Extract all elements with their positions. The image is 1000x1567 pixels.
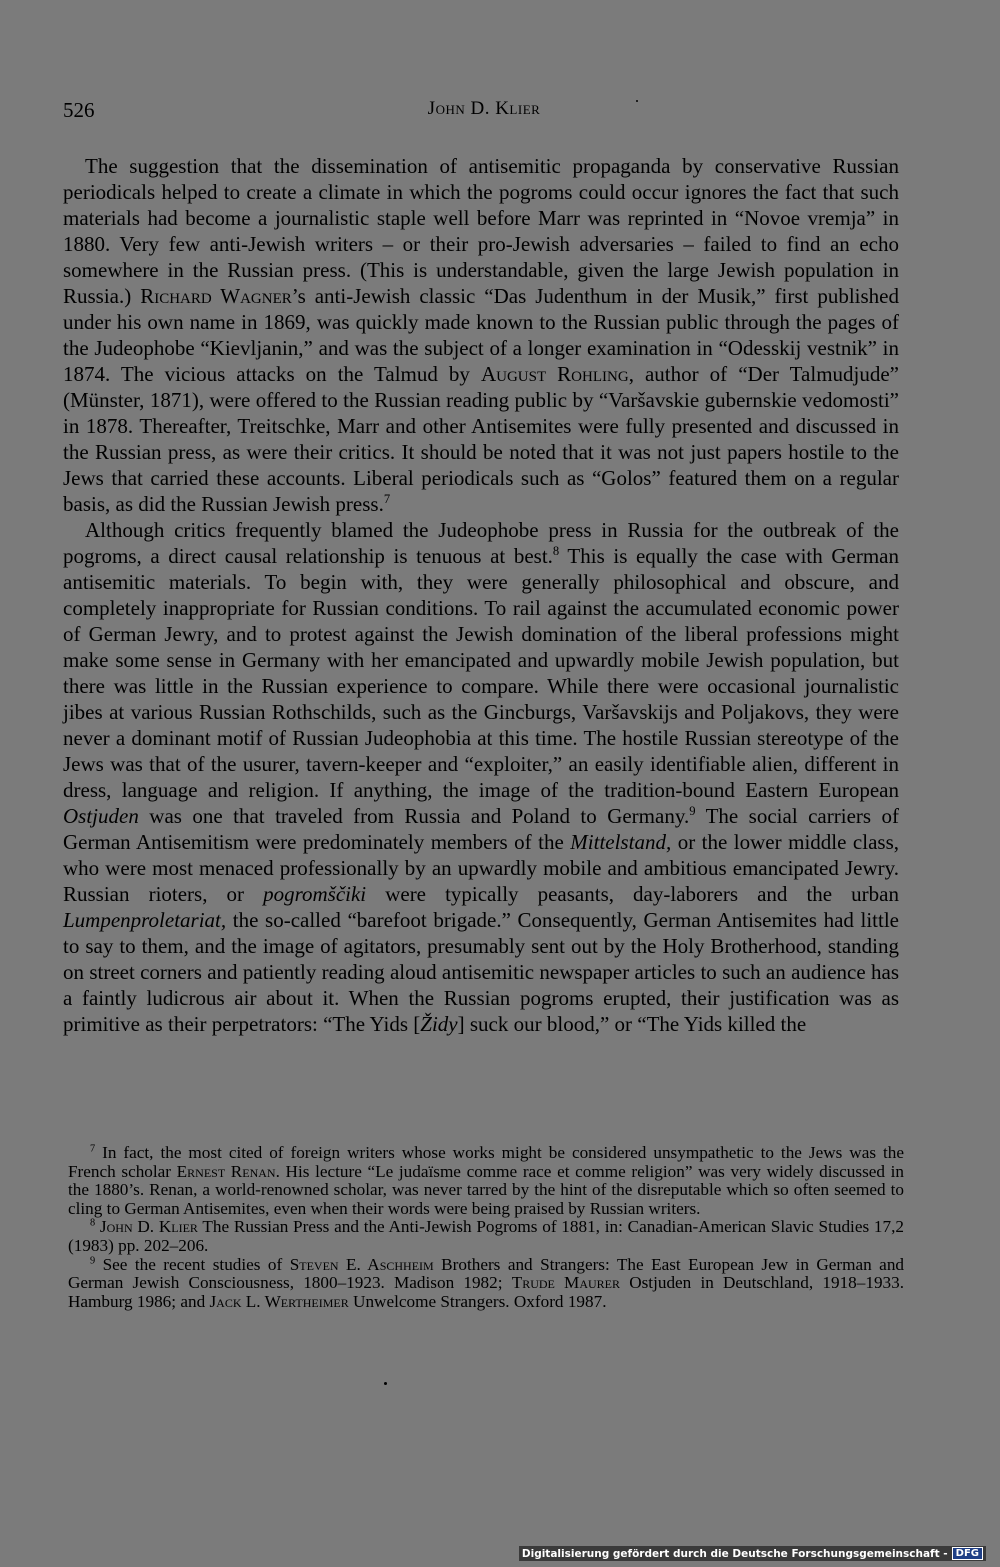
footnote-ref: 9 <box>689 804 696 818</box>
paragraph-1 <box>63 153 899 517</box>
author-name: John D. Klier <box>95 1217 198 1237</box>
italic-term: Ostjuden <box>63 804 139 828</box>
footnotes <box>68 1144 904 1311</box>
text-run: In fact, the most cited of foreign writers whose works might be considered unsympathetic to the Jews was the French scholar <box>68 1143 904 1181</box>
body-text <box>63 153 899 1037</box>
footnote-number: 8 <box>90 1217 96 1229</box>
footnote-7 <box>68 1144 904 1218</box>
text-run: Ostjuden in Deutschland, 1918–1933. Hamburg 1986; and <box>68 1273 905 1311</box>
footnote-8 <box>68 1218 904 1255</box>
text-run: The suggestion that the dissemination of antisemitic propaganda by conservative Russian periodicals helped to create a climate in which the pogroms could occur ignores the fact that such materials had become a journalistic staple well before Marr was reprinted in “Novoe vremja” in 1880. Very few anti-Jewish writers – or their pro-Jewish adversaries – failed to find an echo somewhere in the Russian press. (This is understandable, given the large Jewish population in Russia.) <box>63 154 899 308</box>
text-run: Unwelcome Strangers. Oxford 1987. <box>348 1291 607 1311</box>
text-run: Although critics frequently blamed the Judeophobe press in Russia for the outbreak of the pogroms, a direct causal relationship is tenuous at best. <box>63 518 899 568</box>
dfg-logo-icon: DFG <box>952 1547 983 1560</box>
footnote-ref: 8 <box>552 544 560 558</box>
scan-speck <box>636 100 638 102</box>
paragraph-2 <box>63 517 899 1037</box>
footnote-ref: 7 <box>383 492 391 506</box>
text-run: . His lecture “Le judaïsme comme race et comme religion” was very widely discussed in the 1880’s. Renan, a world-renowned scholar, was never tarred by the hint of the disreputable which so often seemed to cling to German Antisemites, even when their words were being praised by Russian writers. <box>68 1161 904 1218</box>
text-run: ’s anti-Jewish classic “Das Judenthum in der Musik,” first published under his own name in 1869, was quickly made known to the Russian public through the pages of the Judeophobe “Kievljanin,” and was the subject of a longer examination in “Odesskij vestnik” in 1874. The vicious attacks on the Talmud by <box>63 284 899 386</box>
page-number: 526 <box>63 98 95 122</box>
author-name: Ernest Renan <box>176 1161 276 1181</box>
scan-speck <box>384 1382 387 1385</box>
digitization-footer <box>519 1546 986 1561</box>
footnote-number: 7 <box>90 1143 96 1155</box>
italic-term: pogromščiki <box>263 882 367 906</box>
digitization-note: Digitalisierung gefördert durch die Deutsche Forschungsgemeinschaft - <box>521 1547 948 1560</box>
italic-term: Židy <box>420 1012 458 1036</box>
text-run: , author of “Der Talmudjude” (Münster, 1871), were offered to the Russian reading public by “Varšavskie gubernskie vedomosti” in 1878. Thereafter, Treitschke, Marr and other Antisemites were fully presented and discussed in the Russian press, as were their critics. It should be noted that it was not just papers hostile to the Jews that carried these accounts. Liberal periodicals such as “Golos” featured them on a regular basis, as did the Russian Jewish press. <box>63 362 900 516</box>
text-run: the so-called “barefoot brigade.” Consequently, German Antisemites had little to say to them, and the image of agitators, presumably sent out by the Holy Brotherhood, standing on street corners and patiently reading aloud antisemitic newspaper articles to such an audience has a faintly ludicrous air about it. When the Russian pogroms erupted, their justification was as primitive as their perpetrators: “The Yids [ <box>63 908 899 1036</box>
running-head: John D. Klier <box>427 98 541 119</box>
text-run: were typically peasants, day-laborers and the urban <box>366 882 899 906</box>
page-header <box>63 98 905 126</box>
text-run: Brothers and Strangers: The East European Jew in German and German Jewish Consciousness, 1800–1923. Madison 1982; <box>68 1254 905 1293</box>
text-run: The Russian Press and the Anti-Jewish Pogroms of 1881, in: Canadian-American Slavic Studies 17,2 (1983) pp. 202–206. <box>68 1217 904 1255</box>
author-name: Trude Maurer <box>511 1273 621 1293</box>
author-name: August Rohling <box>480 362 629 386</box>
footnote-9 <box>68 1256 904 1312</box>
italic-term: Lumpenproletariat, <box>63 908 227 932</box>
footnote-number: 9 <box>90 1254 96 1266</box>
author-name: Richard Wagner <box>140 284 292 308</box>
text-run: ] suck our blood,” or “The Yids killed the <box>457 1012 807 1036</box>
text-run: The social carriers of German Antisemitism were predominately members of the <box>63 804 899 854</box>
text-run: This is equally the case with German antisemitic materials. To begin with, they were generally philosophical and obscure, and completely inappropriate for Russian conditions. To rail against the accumulated economic power of German Jewry, and to protest against the Jewish domination of the liberal professions might make some sense in Germany with her emancipated and upwardly mobile Jewish population, but there was little in the Russian experience to compare. While there were occasional journalistic jibes at various Russian Rothschilds, such as the Gincburgs, Varšavskijs and Poljakovs, they were never a dominant motif of Russian Judeophobia at this time. The hostile Russian stereotype of the Jews was that of the usurer, tavern-keeper and “exploiter,” an easily identifiable alien, different in dress, language and religion. If anything, the image of the tradition-bound Eastern European <box>63 544 899 802</box>
italic-term: Mittelstand, <box>570 830 672 854</box>
author-name: Steven E. Aschheim <box>289 1254 434 1274</box>
text-run: was one that traveled from Russia and Poland to Germany. <box>138 804 690 828</box>
author-name: Jack L. Wertheimer <box>209 1291 349 1311</box>
text-run: See the recent studies of <box>95 1254 290 1274</box>
text-run: or the lower middle class, who were most menaced professionally by an upwardly mobile and ambitious emancipated Jewry. Russian rioters, or <box>63 830 899 906</box>
